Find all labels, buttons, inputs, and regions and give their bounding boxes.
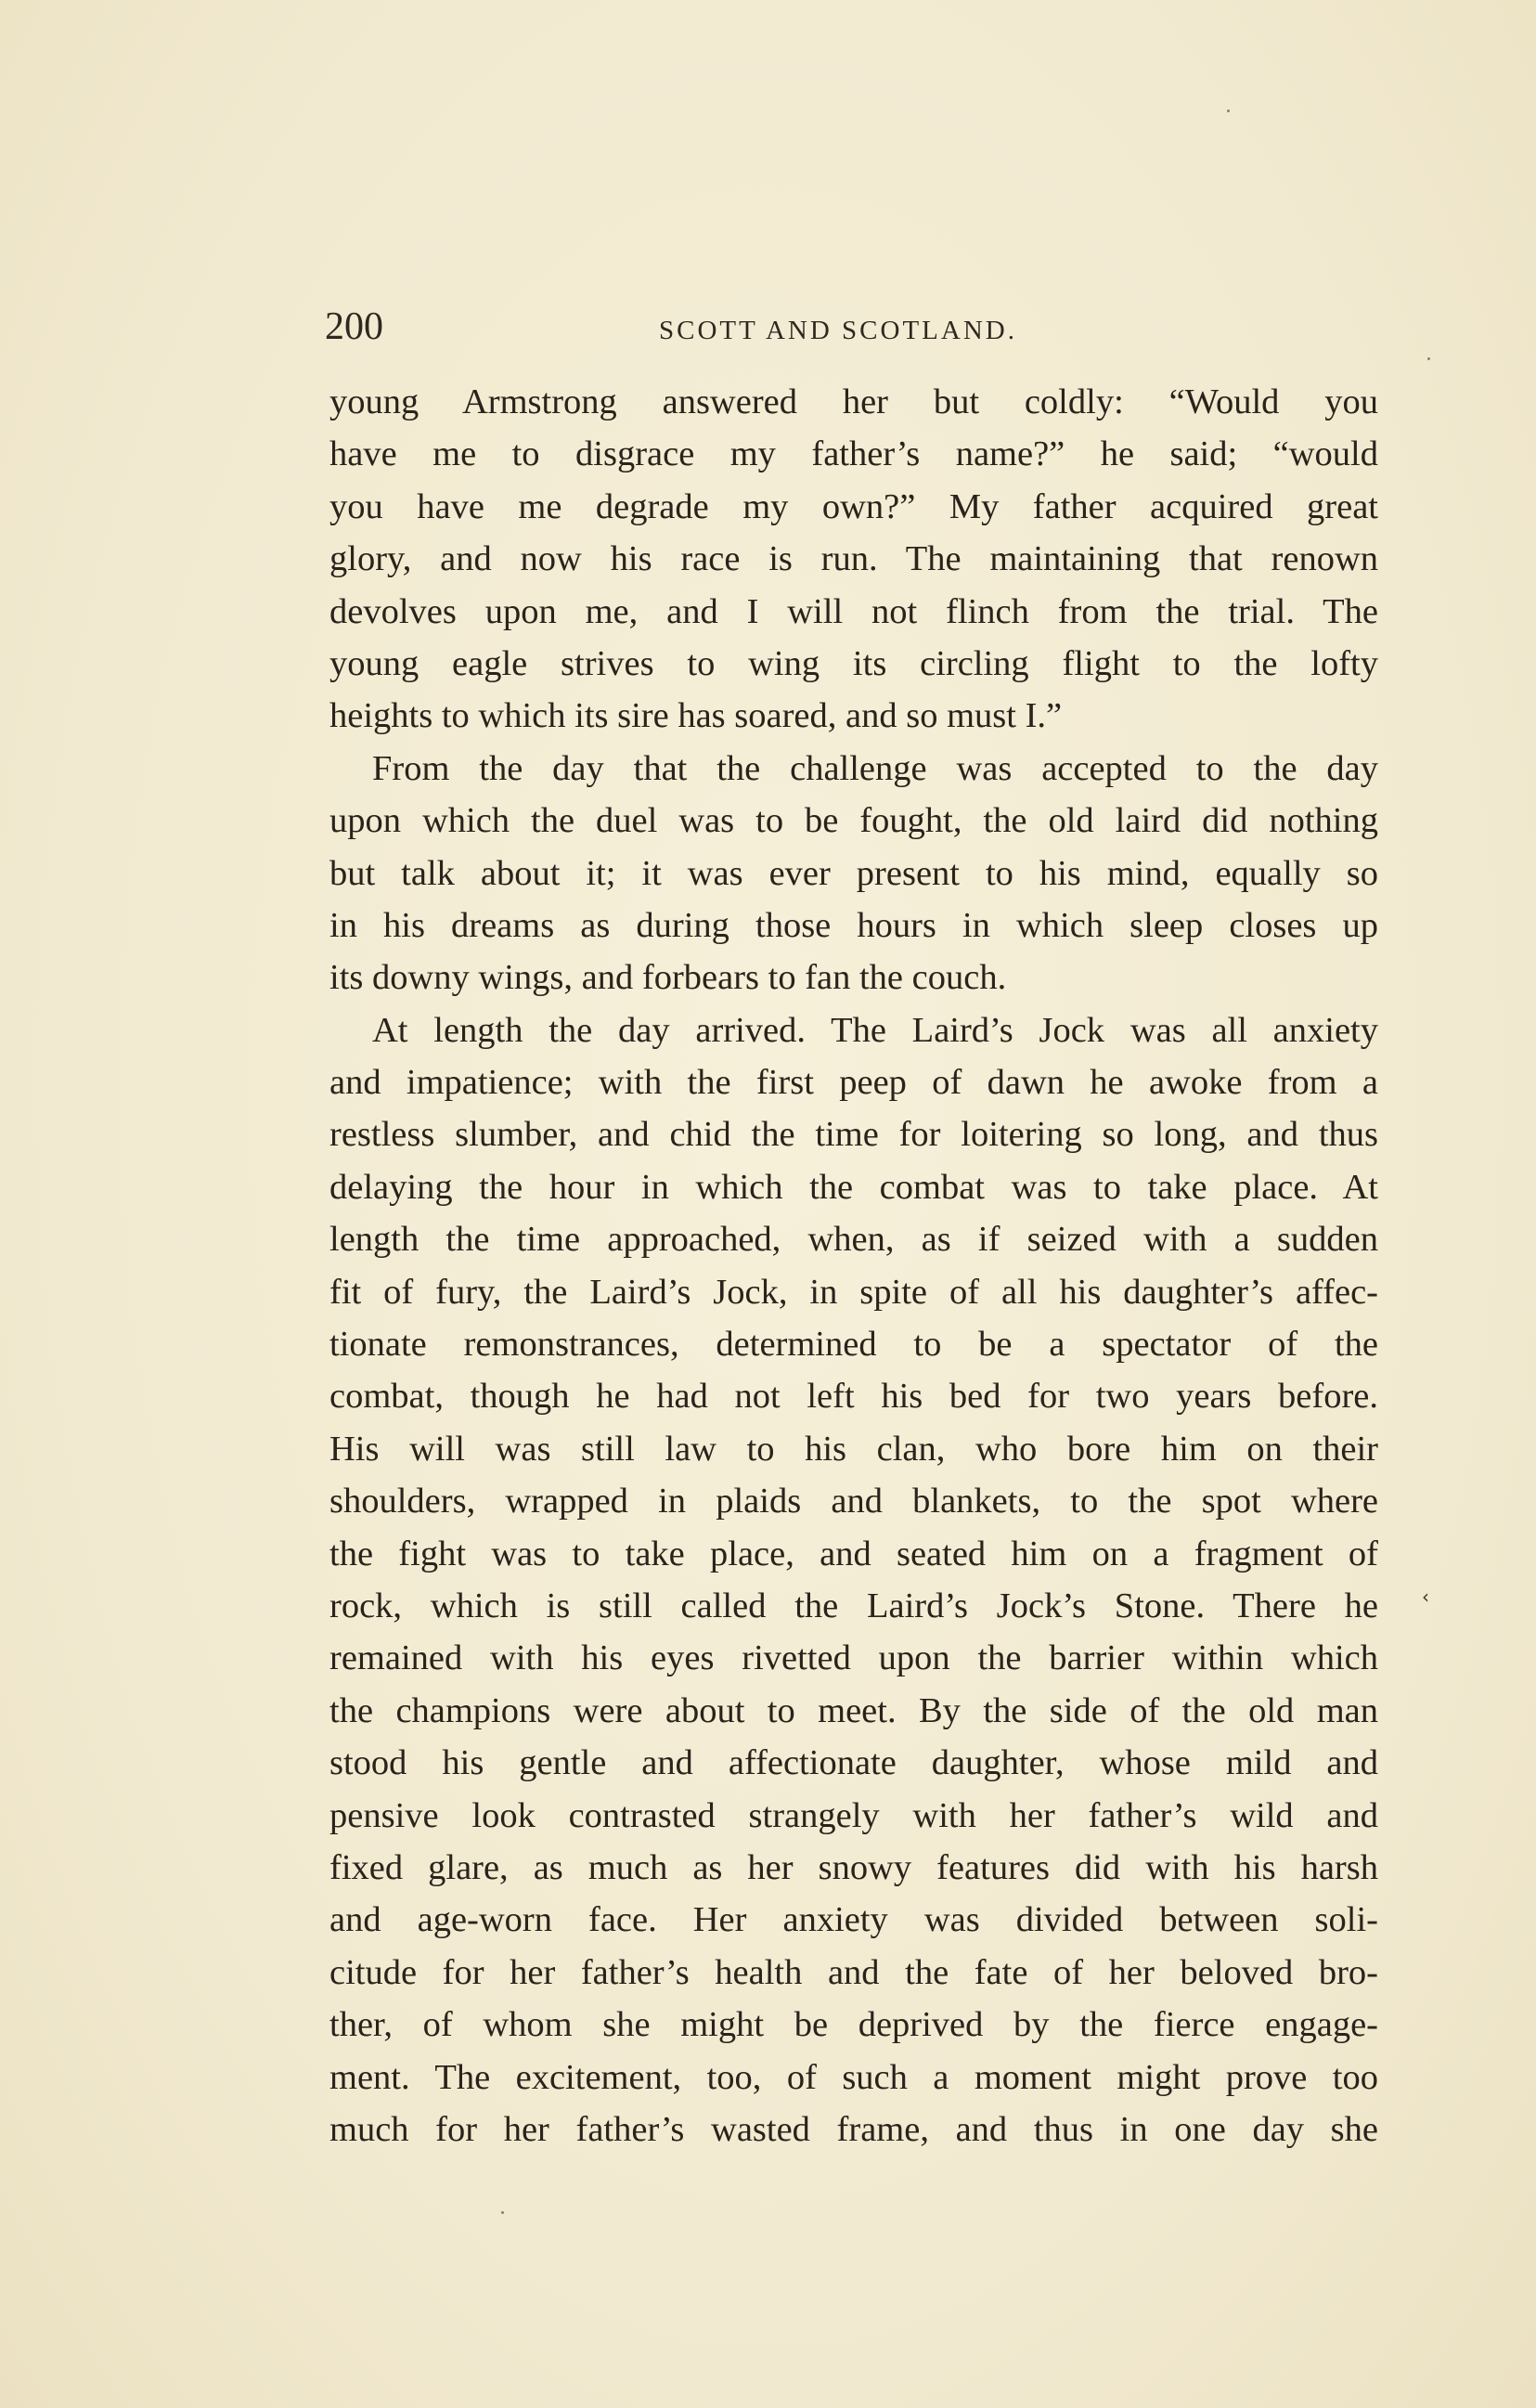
text-line: pensive look contrasted strangely with her father’s wild and [329, 1795, 1378, 1835]
text-line: the champions were about to meet. By the side of the old man [329, 1690, 1378, 1730]
running-head: SCOTT AND SCOTLAND. [659, 316, 1017, 345]
text-line: devolves upon me, and I will not flinch from the trial. The [329, 591, 1378, 631]
paper-speck [1227, 110, 1230, 112]
text-line: remained with his eyes rivetted upon the barrier within which [329, 1638, 1378, 1678]
text-line: rock, which is still called the Laird’s Jock’s Stone. There he [329, 1586, 1378, 1625]
text-line: upon which the duel was to be fought, the old laird did nothing [329, 801, 1378, 841]
text-line: in his dreams as during those hours in which sleep closes up [329, 905, 1378, 945]
text-line: ment. The excitement, too, of such a moment might prove too [329, 2057, 1378, 2097]
text-line: young Armstrong answered her but coldly: “Would you [329, 382, 1378, 421]
text-line: its downy wings, and forbears to fan the couch. [329, 958, 1007, 998]
page-header [325, 304, 1392, 360]
text-line: but talk about it; it was ever present to his mind, equally so [329, 853, 1378, 893]
text-line: you have me degrade my own?” My father acquired great [329, 486, 1378, 526]
text-line: young eagle strives to wing its circling flight to the lofty [329, 643, 1378, 683]
text-line: and age-worn face. Her anxiety was divided between soli- [329, 1900, 1378, 1940]
text-line: stood his gentle and affectionate daughter, whose mild and [329, 1743, 1378, 1783]
paper-speck [501, 2211, 504, 2214]
text-line: delaying the hour in which the combat was to take place. At [329, 1167, 1378, 1207]
paper-speck [1427, 357, 1430, 360]
text-line: the fight was to take place, and seated him on a fragment of [329, 1534, 1378, 1573]
text-line: glory, and now his race is run. The maintaining that renown [329, 539, 1378, 579]
text-line: tionate remonstrances, determined to be a spectator of the [329, 1325, 1378, 1365]
text-line: have me to disgrace my father’s name?” he said; “would [329, 434, 1378, 474]
text-line: and impatience; with the first peep of dawn he awoke from a [329, 1063, 1378, 1103]
text-line: combat, though he had not left his bed for two years before. [329, 1377, 1378, 1417]
paragraph-start-line: At length the day arrived. The Laird’s Jock was all anxiety [372, 1010, 1378, 1050]
text-line: heights to which its sire has soared, and so must I.” [329, 696, 1063, 736]
page-number: 200 [325, 305, 383, 348]
body-text [329, 376, 1378, 2156]
text-line: shoulders, wrapped in plaids and blankets, to the spot where [329, 1482, 1378, 1521]
text-line: restless slumber, and chid the time for loitering so long, and thus [329, 1115, 1378, 1155]
text-line: fit of fury, the Laird’s Jock, in spite of all his daughter’s affec- [329, 1272, 1378, 1312]
text-line: length the time approached, when, as if seized with a sudden [329, 1220, 1378, 1260]
text-line: citude for her father’s health and the fate of her beloved bro- [329, 1952, 1378, 1992]
text-line: fixed glare, as much as her snowy features did with his harsh [329, 1847, 1378, 1887]
paragraph-start-line: From the day that the challenge was accepted to the day [372, 748, 1378, 788]
text-line: ther, of whom she might be deprived by the fierce engage- [329, 2005, 1378, 2045]
text-line: His will was still law to his clan, who bore him on their [329, 1429, 1378, 1469]
text-line: much for her father’s wasted frame, and thus in one day she [329, 2109, 1378, 2149]
margin-mark: ‹ [1422, 1586, 1429, 1608]
